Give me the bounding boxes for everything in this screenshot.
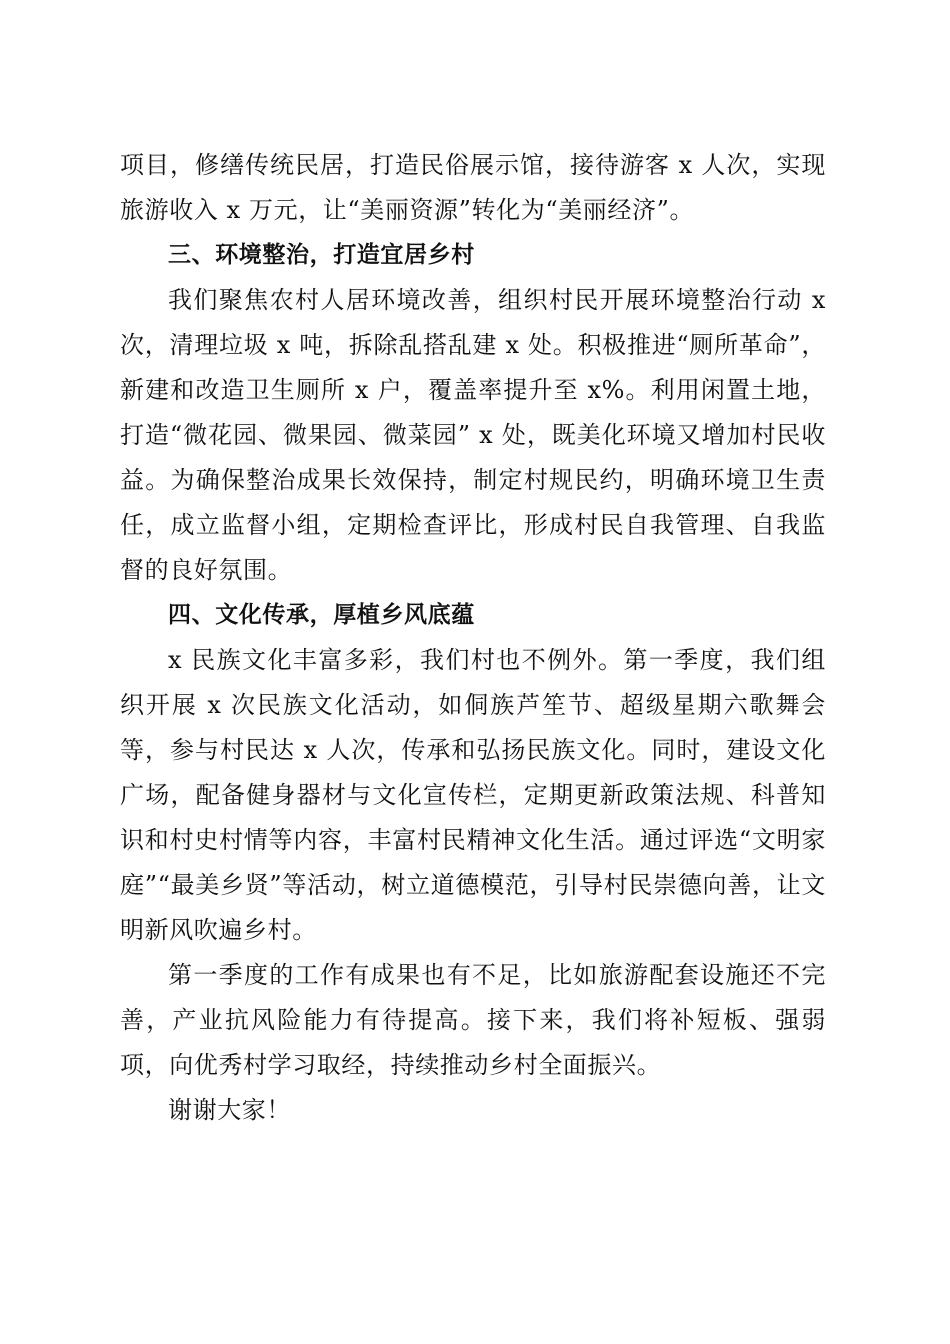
paragraph-environment: 我们聚焦农村人居环境改善，组织村民开展环境整治行动 x 次，清理垃圾 x 吨，拆除乱搭乱建 x 处。积极推进“厕所革命”，新建和改造卫生厕所 x 户，覆盖率提升至 x%。利用闲置土地，打造“微花园、微果园、微菜园” x 处，既美化环境又增加村民收益。为确保整治成果长效保持，制定村规民约，明确环境卫生责任，成立监督小组，定期检查评比，形成村民自我管理、自我监督的良好氛围。 — [120, 286, 826, 584]
paragraph-tourism-continuation: 项目，修缮传统民居，打造民俗展示馆，接待游客 x 人次，实现旅游收入 x 万元，让“美丽资源”转化为“美丽经济”。 — [120, 151, 826, 224]
paragraph-thanks: 谢谢大家！ — [168, 1096, 291, 1124]
paragraph-culture: x 民族文化丰富多彩，我们村也不例外。第一季度，我们组织开展 x 次民族文化活动，如侗族芦笙节、超级星期六歌舞会等，参与村民达 x 人次，传承和弘扬民族文化。同时，建设文化广场，配备健身器材与文化宣传栏，定期更新政策法规、科普知识和村史村情等内容，丰富村民精神文化生活。通过评选“文明家庭”“最美乡贤”等活动，树立道德模范，引导村民崇德向善，让文明新风吹遍乡村。 — [120, 646, 826, 944]
section-heading-culture: 四、文化传承，厚植乡风底蕴 — [168, 602, 475, 628]
paragraph-summary: 第一季度的工作有成果也有不足，比如旅游配套设施还不完善，产业抗风险能力有待提高。接下来，我们将补短板、强弱项，向优秀村学习取经，持续推动乡村全面振兴。 — [120, 961, 826, 1079]
document-body — [120, 143, 826, 1133]
section-heading-environment: 三、环境整治，打造宜居乡村 — [168, 242, 475, 268]
